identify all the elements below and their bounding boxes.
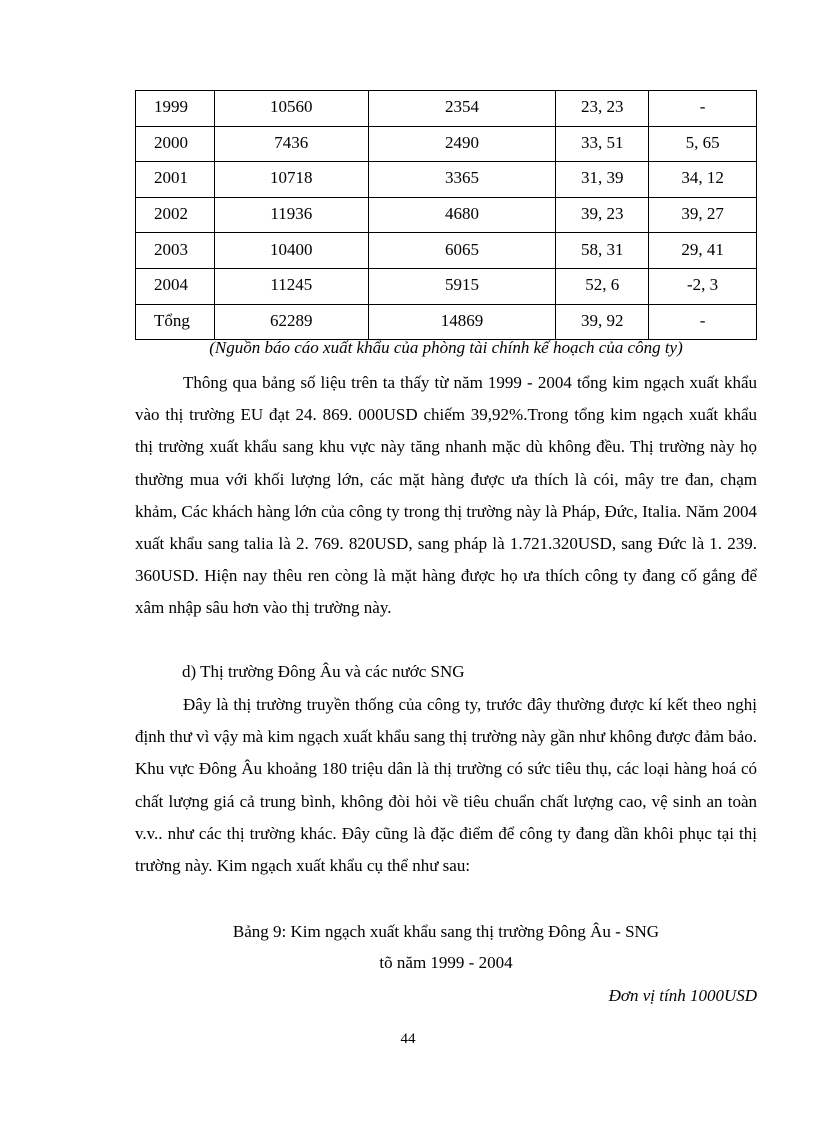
table-cell: 6065 xyxy=(368,233,556,269)
table-cell: 39, 23 xyxy=(556,197,649,233)
table-cell: 10560 xyxy=(214,91,368,127)
section-heading-eastern-europe: d) Thị trường Đông Âu và các nước SNG xyxy=(182,662,465,681)
table-cell: 58, 31 xyxy=(556,233,649,269)
table-cell: 11936 xyxy=(214,197,368,233)
table-cell: 2003 xyxy=(136,233,215,269)
table-row xyxy=(136,126,757,162)
table-cell: 1999 xyxy=(136,91,215,127)
table-cell: 11245 xyxy=(214,268,368,304)
table-cell: 34, 12 xyxy=(649,162,757,198)
table-cell: 2001 xyxy=(136,162,215,198)
table-cell: 3365 xyxy=(368,162,556,198)
table-cell: Tổng xyxy=(136,304,215,340)
paragraph-eastern-europe: Đây là thị trường truyền thống của công ty, trước đây thường được kí kết theo nghị định thư vì vậy mà kim ngạch xuất khẩu sang thị trường này gần như không được đảm bảo. Khu vực Đông Âu khoảng 180 triệu dân là thị trường có sức tiêu thụ, các loại hàng hoá có chất lượng giá cả trung bình, không đòi hỏi về tiêu chuẩn chất lượng cao, vệ sinh an toàn v.v.. như các thị trường khác. Đây cũng là đặc điểm để công ty đang dần khôi phục tại thị trường này. Kim ngạch xuất khẩu cụ thể như sau: xyxy=(135,695,757,876)
table-cell: 10400 xyxy=(214,233,368,269)
table-row xyxy=(136,197,757,233)
source-note: (Nguồn báo cáo xuất khẩu của phòng tài chính kế hoạch của công ty) xyxy=(209,338,683,357)
table-cell: 52, 6 xyxy=(556,268,649,304)
table-cell: 2000 xyxy=(136,126,215,162)
table-cell: 2490 xyxy=(368,126,556,162)
eu-export-table xyxy=(135,90,757,340)
table-cell: 2002 xyxy=(136,197,215,233)
table-cell: 10718 xyxy=(214,162,368,198)
table-cell: 39, 27 xyxy=(649,197,757,233)
table-cell: 7436 xyxy=(214,126,368,162)
table-row xyxy=(136,233,757,269)
table-cell: 2354 xyxy=(368,91,556,127)
table-caption: Bảng 9: Kim ngạch xuất khẩu sang thị trường Đông Âu - SNG xyxy=(232,922,660,941)
unit-note: Đơn vị tính 1000USD xyxy=(608,986,757,1005)
table-row xyxy=(136,91,757,127)
table-cell: 33, 51 xyxy=(556,126,649,162)
table-cell: 14869 xyxy=(368,304,556,340)
table-cell: 29, 41 xyxy=(649,233,757,269)
table-cell: -2, 3 xyxy=(649,268,757,304)
table-caption-years: tõ năm 1999 - 2004 xyxy=(379,953,513,972)
table-cell: 31, 39 xyxy=(556,162,649,198)
paragraph-eu-market: Thông qua bảng số liệu trên ta thấy từ năm 1999 - 2004 tổng kim ngạch xuất khẩu vào thị trường EU đạt 24. 869. 000USD chiếm 39,92%.Trong tổng kim ngạch xuất khẩu thị trường xuất khẩu sang khu vực này tăng nhanh mặc dù không đều. Thị trường này họ thường mua với khối lượng lớn, các mặt hàng được ưa thích là cói, mây tre đan, chạm khảm, Các khách hàng lớn của công ty trong thị trường này là Pháp, Đức, Italia. Năm 2004 xuất khẩu sang talia là 2. 769. 820USD, sang pháp là 1.721.320USD, sang Đức là 1. 239. 360USD. Hiện nay thêu ren còng là mặt hàng được họ ưa thích công ty đang cố gắng để xâm nhập sâu hơn vào thị trường này. xyxy=(135,373,757,618)
table-cell: 23, 23 xyxy=(556,91,649,127)
table-cell: 4680 xyxy=(368,197,556,233)
table-cell: 39, 92 xyxy=(556,304,649,340)
page-number: 44 xyxy=(400,1031,416,1047)
table-cell: - xyxy=(649,91,757,127)
table-body xyxy=(136,91,757,340)
table-cell: - xyxy=(649,304,757,340)
table-row xyxy=(136,162,757,198)
table-cell: 5, 65 xyxy=(649,126,757,162)
table-cell: 62289 xyxy=(214,304,368,340)
table-cell: 5915 xyxy=(368,268,556,304)
table-row xyxy=(136,268,757,304)
table-row xyxy=(136,304,757,340)
table-cell: 2004 xyxy=(136,268,215,304)
